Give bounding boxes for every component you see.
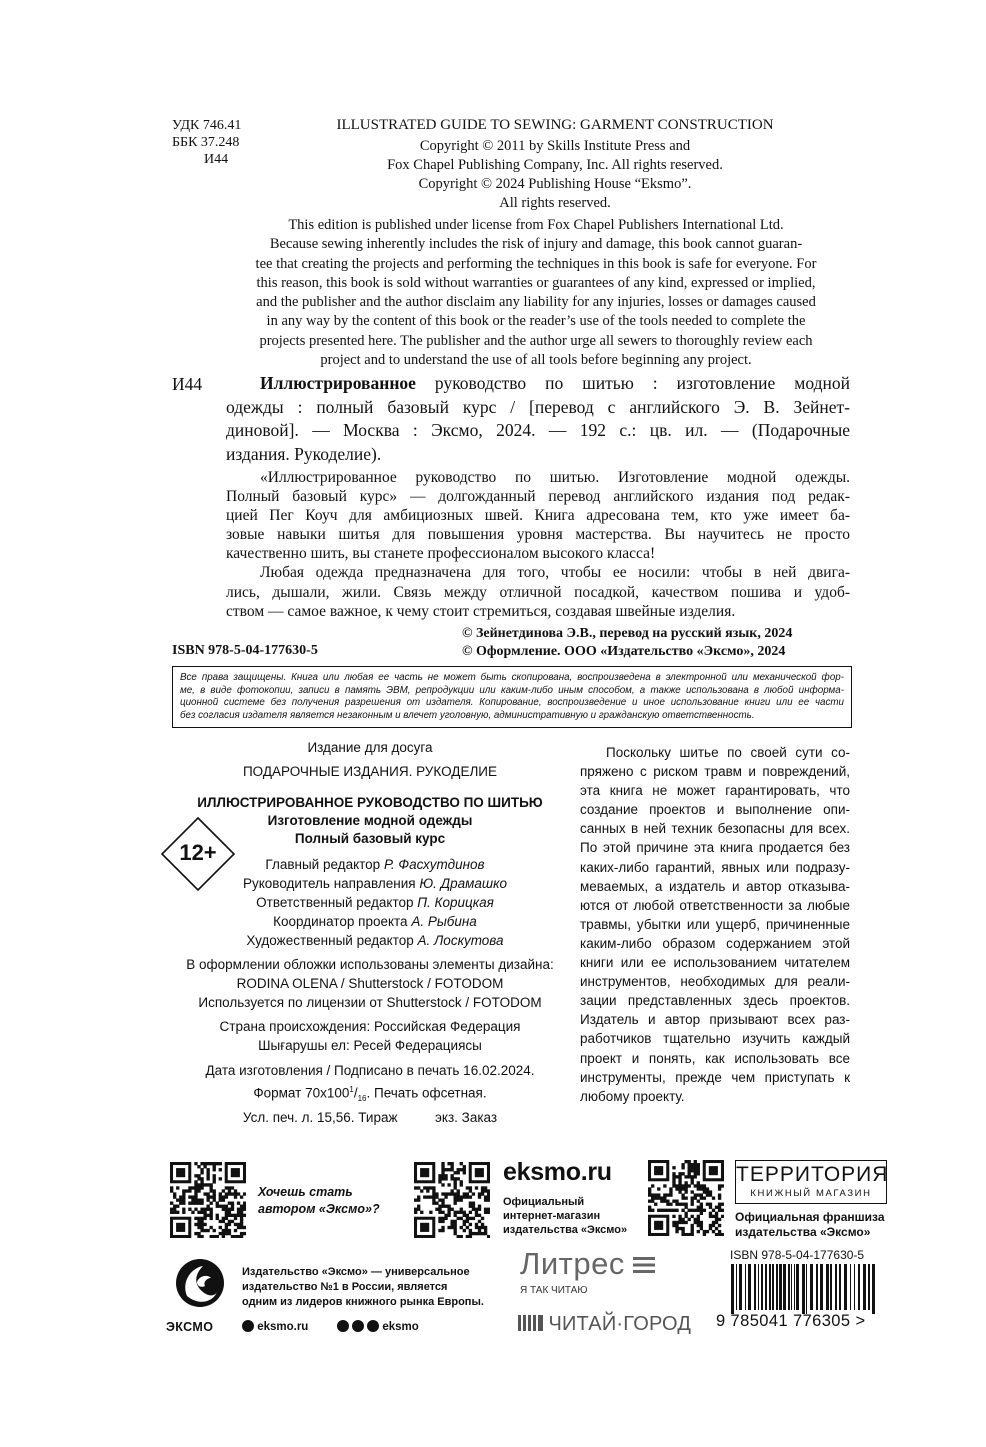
barcode-bars [729, 1264, 881, 1314]
staff-name: А. Рыбина [411, 914, 477, 929]
rights-line: ме, в виде фотокопии, записи в память ЭВМ, репродукции или каким-либо иным способом, а также использована в любой информа- [180, 684, 844, 696]
biblio-code: И44 [172, 374, 203, 394]
annotation-line: лись, дышали, жили. Связь между отличной посадкой, качеством пошива и удоб- [226, 583, 850, 601]
warning-line: каким-либо образом содержанием этой [580, 935, 850, 951]
warning-line: работчиков тщательно изучить каждый [580, 1031, 850, 1047]
biblio-text: руководство по шитью : изготовление модной [415, 373, 850, 393]
ok-icon[interactable] [367, 1320, 379, 1332]
barcode-isbn: ISBN 978-5-04-177630-5 [730, 1248, 865, 1262]
litres-slogan: Я ТАК ЧИТАЮ [520, 1285, 588, 1296]
become-author-line: Хочешь стать [258, 1185, 353, 1199]
staff-line [205, 893, 545, 912]
country-line: Страна происхождения: Российская Федерация [219, 1019, 521, 1034]
english-license [226, 216, 846, 370]
age-rating: 12+ [179, 840, 217, 865]
warning-line: проект и понять, как использовать все [580, 1050, 850, 1066]
chitai-text: ЧИТАЙ·ГОРОД [548, 1313, 692, 1335]
vk-icon[interactable] [242, 1320, 254, 1332]
eksmo-site[interactable]: eksmo.ru [503, 1158, 612, 1186]
design-line: Используется по лицензии от Shutterstock / FOTODOM [198, 995, 542, 1010]
eksmo-swirl-icon [173, 1252, 227, 1318]
biblio-line [226, 372, 850, 396]
warning-line: книги или ее использованием читателем [580, 955, 850, 971]
annotation-line: ством — самое важное, к чему стоит стремиться, создавая швейные изделия. [226, 602, 736, 620]
staff-name: Ю. Драмашко [419, 876, 507, 891]
warning-line: Поскольку шитье по своей сути со- [606, 745, 850, 760]
staff-name: Р. Фасхутдинов [383, 857, 485, 872]
barcode [729, 1264, 881, 1314]
staff-line [205, 931, 545, 950]
copyright-line: All rights reserved. [499, 195, 611, 211]
publisher-desc-line: одним из лидеров книжного рынка Европы. [242, 1296, 484, 1308]
english-copyright [300, 137, 810, 213]
annotation-line: Полный базовый курс» — долгожданный перевод английского издания под редак- [226, 488, 850, 506]
copyright-line: Copyright © 2024 Publishing House “Eksmo”. [418, 176, 692, 192]
territory-caption-line: издательства «Эксмо» [735, 1225, 871, 1239]
eksmo-logo-text: ЭКСМО [166, 1320, 214, 1334]
production-info [172, 1061, 568, 1127]
staff-role: Главный редактор [265, 857, 384, 872]
litres-lines-icon [633, 1255, 655, 1275]
series: ПОДАРОЧНЫЕ ИЗДАНИЯ. РУКОДЕЛИЕ [242, 764, 498, 779]
territory-caption-line: Официальная франшиза [735, 1210, 885, 1224]
license-line: project and to understand the use of all tools before beginning any project. [320, 352, 752, 369]
staff-role: Художественный редактор [246, 933, 418, 948]
warning-line: Издатель и автор призывают всех раз- [580, 1012, 850, 1028]
copyright-line: Copyright © 2011 by Skills Institute Press and [419, 138, 691, 154]
warning-line: По этой причине эта книга продается без [580, 840, 850, 856]
license-line: this reason, this book is sold without warranties or guarantees of any kind, expressed or implied, [256, 274, 816, 291]
barcode-digits: 9 785041 776305 > [716, 1312, 866, 1330]
design-line: В оформлении обложки использованы элементы дизайна: [186, 957, 554, 972]
staff-name: П. Корицкая [417, 895, 494, 910]
qr-pattern-icon [414, 1162, 490, 1238]
litres-logo[interactable] [520, 1246, 655, 1282]
qr-pattern-icon [648, 1160, 724, 1236]
warning-line: инструментов, необходимых для реали- [580, 974, 850, 990]
format-den: 16 [357, 1094, 367, 1104]
staff-role: Ответственный редактор [256, 895, 418, 910]
copyright-line: Fox Chapel Publishing Company, Inc. All rights reserved. [387, 157, 723, 173]
warning-line: любому проекту. [580, 1088, 685, 1104]
copyright-ru-line: © Оформление. ООО «Издательство «Эксмо», 2024 [462, 643, 786, 659]
biblio-bold-title: Иллюстрированное [260, 373, 416, 393]
territory-caption [735, 1210, 885, 1240]
eksmo-logo [173, 1252, 227, 1318]
warning-line: создание проектов и выполнение опи- [580, 802, 850, 818]
copyright-ru [462, 625, 792, 660]
become-author[interactable] [258, 1184, 380, 1218]
udk-block [172, 117, 241, 168]
youtube-icon[interactable] [352, 1320, 364, 1332]
qr-pattern-icon [170, 1162, 246, 1238]
country-info [172, 1017, 568, 1055]
territory-bottom: КНИЖНЫЙ МАГАЗИН [750, 1188, 872, 1199]
biblio-record [226, 372, 850, 466]
edition-type: Издание для досуга [307, 740, 433, 755]
chitai-bars-icon [518, 1314, 544, 1332]
warning-column [580, 743, 850, 1106]
qr-code-territory[interactable] [648, 1160, 724, 1236]
author-sign: И44 [204, 152, 229, 167]
warning-line: каких-либо гарантий, явных или подразу- [580, 859, 850, 875]
warning-line: зации представленных здесь проектов. [580, 993, 850, 1009]
telegram-icon[interactable] [337, 1320, 349, 1332]
rights-line: ционной системе без получения разрешения от издателя. Копирование, воспроизведение и иное использование книги или ее части [180, 697, 844, 708]
license-line: This edition is published under license from Fox Chapel Publishers International Ltd. [288, 217, 784, 233]
eksmo-shop-line: Официальный [503, 1196, 585, 1208]
become-author-line: автором «Эксмо»? [258, 1202, 380, 1216]
license-line: projects presented here. The publisher and the author urge all sewers to thoroughly review each [259, 332, 813, 349]
production-line: Усл. печ. л. 15,56. Тираж экз. Заказ [242, 1110, 498, 1126]
litres-text: Литрес [520, 1246, 625, 1281]
social-site-link[interactable]: eksmo.ru [257, 1321, 309, 1333]
warning-line: травмы, убытки или ущерб, причиненные [580, 916, 850, 932]
staff-line [205, 912, 545, 931]
production-line: Дата изготовления / Подписано в печать 16.02.2024. [205, 1063, 535, 1078]
design-line: RODINA OLENA / Shutterstock / FOTODOM [236, 976, 504, 991]
territory-logo[interactable] [735, 1160, 887, 1204]
udk-code: УДК 746.41 [172, 118, 242, 133]
format-text: Формат 70х100 [253, 1085, 350, 1101]
book-title: ИЛЛЮСТРИРОВАННОЕ РУКОВОДСТВО ПО ШИТЬЮ [197, 795, 543, 810]
format-text: . Печать офсетная. [366, 1085, 487, 1101]
social-row [242, 1320, 419, 1333]
license-line: tee that creating the projects and performing the techniques in this book is safe for everyone. For [255, 255, 817, 272]
book-subtitle-1: Изготовление модной одежды [267, 813, 473, 828]
annotation-line: цией Пег Коуч для амбициозных швей. Книга адресована тем, кто уже имеет ба- [226, 507, 850, 525]
staff-role: Руководитель направления [242, 876, 420, 891]
staff-line [205, 874, 545, 893]
rights-box [172, 666, 852, 728]
warning-line: эта книга не может гарантировать, что [580, 783, 850, 799]
qr-code-author[interactable] [170, 1162, 246, 1238]
format-num: 1 [349, 1085, 354, 1094]
bbk-code: ББК 37.248 [172, 135, 240, 150]
annotation-line: «Иллюстрированное руководство по шитью. Изготовление модной одежды. [260, 469, 850, 486]
territory-top: ТЕРРИТОРИЯ [736, 1163, 889, 1186]
staff-name: А. Лоскутова [417, 933, 504, 948]
rights-line: Все права защищены. Книга или любая ее часть не может быть скопирована, воспроизведена в электронной или механической фор- [180, 672, 844, 683]
warning-line: меваемых, а издатель и автор отказыва- [580, 878, 850, 894]
publisher-desc-line: Издательство «Эксмо» — универсальное [242, 1266, 470, 1278]
annotation [226, 468, 850, 621]
staff-line [205, 855, 545, 874]
chitai-gorod-logo[interactable] [518, 1313, 691, 1336]
staff-list [205, 855, 545, 950]
license-line: in any way by the content of this book or the reader’s use of the tools needed to complete the [266, 313, 806, 330]
biblio-line: одежды : полный базовый курс / [перевод с английского Э. В. Зейнет- [226, 396, 850, 417]
annotation-line: Любая одежда предназначена для того, чтобы ее носили: чтобы в ней двига- [260, 564, 850, 582]
warning-line: ются от любой ответственности за любые [580, 897, 850, 913]
social-handle-link[interactable]: eksmo [382, 1321, 419, 1333]
format-line: Формат $70х100^1/_{16}$. Печать офсетная. [253, 1085, 487, 1104]
rights-line: без согласия издателя является незаконным и влечет уголовную, административную и гражданскую ответственность. [180, 709, 755, 721]
eksmo-shop-line: интернет-магазин [503, 1210, 601, 1222]
biblio-line: диновой]. — Москва : Эксмо, 2024. — 192 с.: цв. ил. — (Подарочные [226, 420, 850, 440]
annotation-line: качественно шить, вы станете профессионалом высокого класса! [226, 545, 656, 563]
design-credits [172, 955, 568, 1012]
staff-role: Координатор проекта [273, 914, 412, 929]
eksmo-shop [503, 1195, 627, 1237]
copyright-ru-line: © Зейнетдинова Э.В., перевод на русский язык, 2024 [462, 626, 793, 641]
license-line: and the publisher and the author disclaim any liability for any injuries, losses or damages caused [256, 294, 816, 311]
isbn: ISBN 978-5-04-177630-5 [172, 643, 318, 658]
english-title: ILLUSTRATED GUIDE TO SEWING: GARMENT CONSTRUCTION [336, 117, 774, 133]
warning-line: инструменты, прежде чем приступать к [580, 1069, 850, 1085]
biblio-line: издания. Рукоделие). [226, 443, 382, 464]
publisher-desc-line: издательство №1 в России, является [242, 1281, 448, 1293]
license-line: Because sewing inherently includes the risk of injury and damage, this book cannot guaran- [269, 236, 803, 253]
warning-line: пряжено с риском травм и повреждений, [580, 764, 850, 780]
eksmo-shop-line: издательства «Эксмо» [503, 1224, 628, 1236]
publisher-desc [242, 1265, 484, 1310]
book-subtitle-2: Полный базовый курс [294, 831, 446, 846]
country-line: Шығарушы ел: Ресей Федерациясы [258, 1038, 482, 1053]
annotation-line: зовые навыки шитья для повышения уровня мастерства. Вы научитесь не просто [226, 526, 850, 544]
warning-line: санных в ней техник безопасны для всех. [580, 821, 850, 837]
qr-code-shop[interactable] [414, 1162, 490, 1238]
